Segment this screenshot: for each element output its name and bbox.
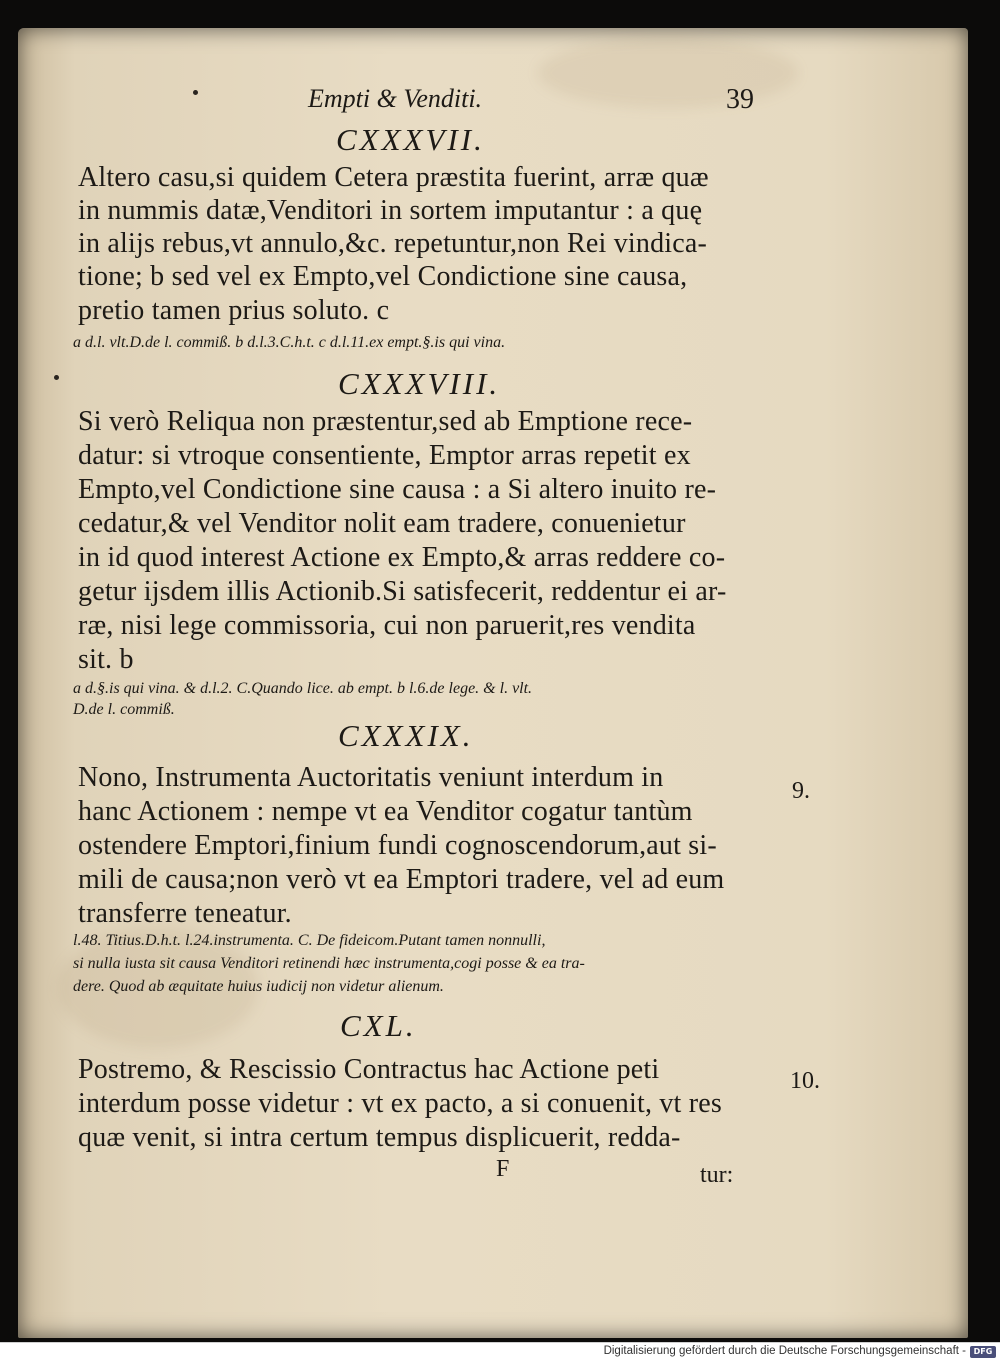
- text-line: mili de causa;non verò vt ea Emptori tradere, vel ad eum: [78, 864, 725, 895]
- footnote-line: dere. Quod ab æquitate huius iudicij non videtur alienum.: [73, 978, 444, 995]
- section-number: CXXXVII.: [336, 122, 485, 157]
- footnote-line: D.de l. commiß.: [73, 701, 175, 718]
- text-line: getur ijsdem illis Actionib.Si satisfecerit, reddentur ei ar-: [78, 576, 727, 607]
- section-number: CXXXVIII.: [338, 366, 501, 401]
- text-line: quæ venit, si intra certum tempus displicuerit, redda-: [78, 1122, 681, 1153]
- section-number: CXL.: [340, 1008, 417, 1043]
- text-line: transferre teneatur.: [78, 898, 292, 929]
- text-line: hanc Actionem : nempe vt ea Venditor cogatur tantùm: [78, 796, 693, 827]
- text-line: interdum posse videtur : vt ex pacto, a si conuenit, vt res: [78, 1088, 722, 1119]
- text-line: cedatur,& vel Venditor nolit eam tradere, conuenietur: [78, 508, 686, 539]
- text-line: Si verò Reliqua non præstentur,sed ab Emptione rece-: [78, 406, 693, 437]
- text-line: in nummis datæ,Venditori in sortem imputantur : a quę: [78, 195, 703, 226]
- text-line: in id quod interest Actione ex Empto,& arras reddere co-: [78, 542, 726, 573]
- text-line: pretio tamen prius soluto. c: [78, 295, 390, 326]
- text-line: tione; b sed vel ex Empto,vel Condictione sine causa,: [78, 261, 688, 292]
- running-head: Empti & Venditi.: [308, 84, 483, 113]
- section-number: CXXXIX.: [338, 718, 474, 753]
- ink-speck: [193, 90, 198, 95]
- footnote-line: a d.l. vlt.D.de l. commiß. b d.l.3.C.h.t. c d.l.11.ex empt.§.is qui vina.: [73, 334, 506, 351]
- margin-number: 10.: [790, 1068, 820, 1094]
- page-stain: [538, 38, 798, 108]
- catchword: tur:: [700, 1162, 734, 1188]
- footnote-line: a d.§.is qui vina. & d.l.2. C.Quando lice. ab empt. b l.6.de lege. & l. vlt.: [73, 680, 533, 697]
- text-line: Altero casu,si quidem Cetera præstita fuerint, arræ quæ: [78, 162, 709, 193]
- text-line: sit. b: [78, 644, 134, 675]
- margin-number: 9.: [792, 778, 810, 804]
- page-number: 39: [726, 84, 754, 115]
- text-line: Nono, Instrumenta Auctoritatis veniunt interdum in: [78, 762, 664, 793]
- dfg-logo: DFG: [970, 1346, 996, 1358]
- footer-bar: [0, 1342, 1000, 1362]
- footnote-line: si nulla iusta sit causa Venditori retinendi hæc instrumenta,cogi posse & ea tra-: [73, 955, 585, 972]
- text-line: ostendere Emptori,finium fundi cognoscendorum,aut si-: [78, 830, 717, 861]
- footnote-line: l.48. Titius.D.h.t. l.24.instrumenta. C. De fideicom.Putant tamen nonnulli,: [73, 932, 546, 949]
- text-line: datur: si vtroque consentiente, Emptor arras repetit ex: [78, 440, 691, 471]
- book-page: [18, 28, 968, 1338]
- ink-speck: [54, 375, 59, 380]
- funding-credit: Digitalisierung gefördert durch die Deutsche Forschungsgemeinschaft -: [603, 1345, 966, 1357]
- signature-mark: F: [496, 1156, 510, 1182]
- text-line: ræ, nisi lege commissoria, cui non paruerit,res vendita: [78, 610, 696, 641]
- text-line: Postremo, & Rescissio Contractus hac Actione peti: [78, 1054, 660, 1085]
- text-line: Empto,vel Condictione sine causa : a Si altero inuito re-: [78, 474, 717, 505]
- text-line: in alijs rebus,vt annulo,&c. repetuntur,non Rei vindica-: [78, 228, 708, 259]
